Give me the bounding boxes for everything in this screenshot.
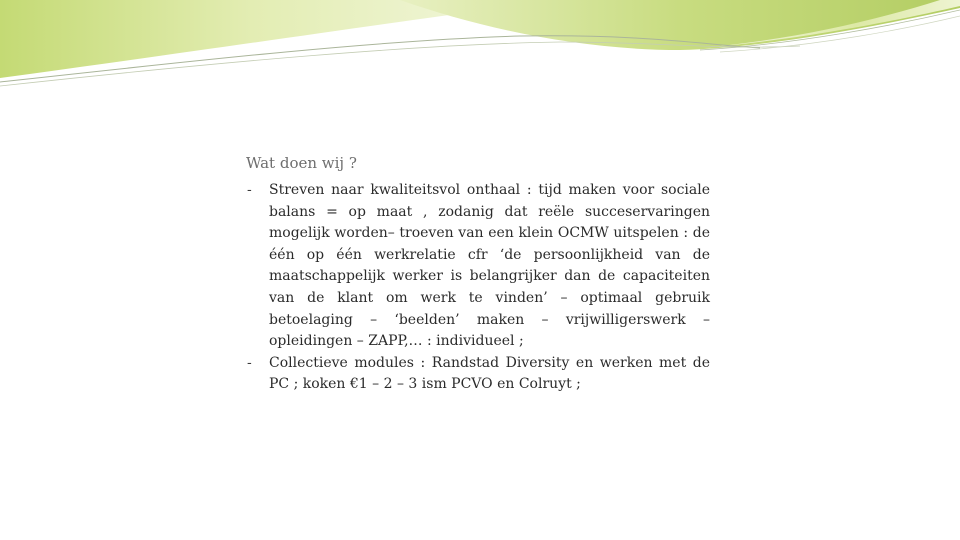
bullet-text: Collectieve modules : Randstad Diversity en werken met de PC ; koken €1 – 2 – 3 ism PCVO en Colruyt ; — [269, 354, 710, 393]
bullet-item — [246, 353, 710, 396]
content-block — [246, 152, 710, 396]
bullet-text: Streven naar kwaliteitsvol onthaal : tijd maken voor sociale balans = op maat , zodanig dat reële succeservaringen mogelijk worden– troeven van een klein OCMW uitspelen : de één op één werkrelatie cfr ‘de persoonlijkheid van de maatschappelijk werker is belangrijker dan de capaciteiten van de klant om werk te vinden’ – optimaal gebruik betoelaging – ‘beelden’ maken – vrijwilligerswerk – opleidingen – ZAPP,… : individueel ; — [269, 182, 710, 350]
green-swoosh-banner — [0, 0, 960, 100]
bullet-marker: - — [247, 182, 252, 198]
swoosh-middle — [400, 0, 960, 50]
slide-heading: Wat doen wij ? — [246, 154, 357, 172]
bullet-item — [246, 180, 710, 353]
bullet-list — [246, 180, 710, 396]
bullet-marker: - — [247, 354, 252, 371]
